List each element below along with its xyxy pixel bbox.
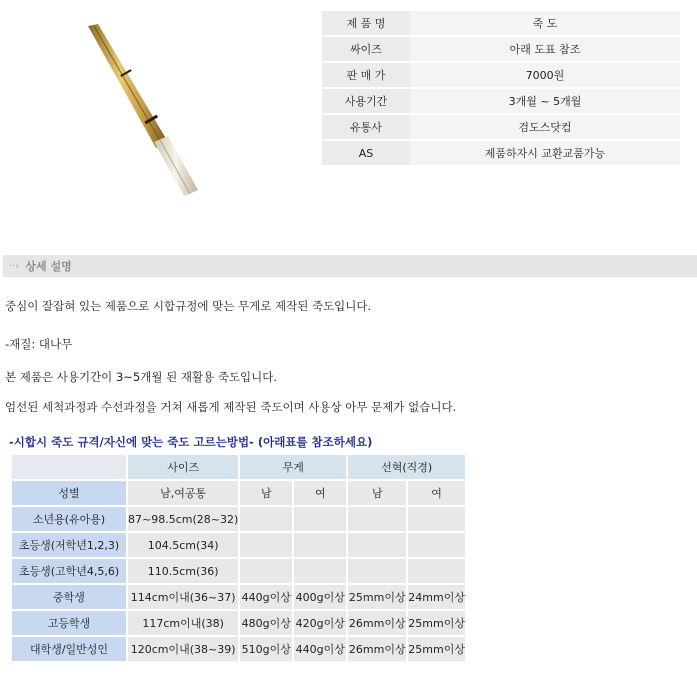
cell-weight-male xyxy=(240,507,292,531)
header-weight: 무게 xyxy=(240,455,346,479)
table-row xyxy=(12,559,465,583)
cell-size: 114cm이내(36~37) xyxy=(128,585,238,609)
table-row xyxy=(12,585,465,609)
cell-size: 120cm이내(38~39) xyxy=(128,637,238,661)
info-label: 사용기간 xyxy=(322,89,410,113)
size-guide-title: -시합시 죽도 규격/자신에 맞는 죽도 고르는방법- (아래표를 참조하세요) xyxy=(9,435,373,449)
info-row-as xyxy=(322,141,680,165)
cell-tip-male: 26mm이상 xyxy=(348,637,406,661)
info-row-period xyxy=(322,89,680,113)
table-row xyxy=(12,507,465,531)
subheader-size: 남,여공통 xyxy=(128,481,238,505)
cell-size: 110.5cm(36) xyxy=(128,559,238,583)
info-value: 7000원 xyxy=(410,63,680,87)
detail-paragraph: 본 제품은 사용기간이 3~5개월 된 재활용 죽도입니다. xyxy=(5,370,278,384)
cell-tip-female: 25mm이상 xyxy=(408,637,465,661)
cell-size: 104.5cm(34) xyxy=(128,533,238,557)
cell-weight-male: 440g이상 xyxy=(240,585,292,609)
info-label: 유통사 xyxy=(322,115,410,139)
table-header-row xyxy=(12,455,465,479)
cell-size: 87~98.5cm(28~32) xyxy=(128,507,238,531)
product-info-table xyxy=(322,9,680,167)
info-label: AS xyxy=(322,141,410,165)
cell-tip-male xyxy=(348,559,406,583)
detail-paragraph: 엄선된 세척과정과 수선과정을 거쳐 새롭게 제작된 죽도이며 사용상 아무 문제가 없습니다. xyxy=(5,400,457,414)
table-subheader-row xyxy=(12,481,465,505)
cell-weight-male: 480g이상 xyxy=(240,611,292,635)
detail-paragraph: 중심이 잘잡혀 있는 제품으로 시합규정에 맞는 무게로 제작된 죽도입니다. xyxy=(5,299,372,313)
cell-tip-male: 26mm이상 xyxy=(348,611,406,635)
subheader-male: 남 xyxy=(348,481,406,505)
info-label: 제 품 명 xyxy=(322,11,410,35)
cell-size: 117cm이내(38) xyxy=(128,611,238,635)
header-empty xyxy=(12,455,126,479)
cell-tip-female xyxy=(408,533,465,557)
cell-tip-female: 25mm이상 xyxy=(408,611,465,635)
cell-weight-male xyxy=(240,559,292,583)
info-value: 아래 도표 참조 xyxy=(410,37,680,61)
cell-tip-female: 24mm이상 xyxy=(408,585,465,609)
material-text: -재질: 대나무 xyxy=(5,337,73,351)
bamboo-sword-image xyxy=(80,22,210,197)
detail-section-header xyxy=(3,255,697,277)
info-row-distributor xyxy=(322,115,680,139)
info-row-price xyxy=(322,63,680,87)
row-group: 초등생(저학년1,2,3) xyxy=(12,533,126,557)
section-title: 상세 설명 xyxy=(25,260,72,273)
cell-weight-female xyxy=(294,507,346,531)
cell-weight-female: 420g이상 xyxy=(294,611,346,635)
info-label: 싸이즈 xyxy=(322,37,410,61)
info-row-name xyxy=(322,11,680,35)
header-size: 사이즈 xyxy=(128,455,238,479)
row-group: 대학생/일반성인 xyxy=(12,637,126,661)
info-value: 제품하자시 교환교품가능 xyxy=(410,141,680,165)
cell-weight-male xyxy=(240,533,292,557)
double-arrow-icon: ··› xyxy=(9,260,20,272)
cell-tip-female xyxy=(408,507,465,531)
row-group: 고등학생 xyxy=(12,611,126,635)
info-value: 3개월 ~ 5개월 xyxy=(410,89,680,113)
size-guide-table xyxy=(10,453,467,663)
cell-tip-female xyxy=(408,559,465,583)
table-row xyxy=(12,611,465,635)
subheader-female: 여 xyxy=(408,481,465,505)
cell-weight-female: 400g이상 xyxy=(294,585,346,609)
subheader-male: 남 xyxy=(240,481,292,505)
cell-weight-male: 510g이상 xyxy=(240,637,292,661)
cell-tip-male xyxy=(348,533,406,557)
row-group: 중학생 xyxy=(12,585,126,609)
row-group: 소년용(유아용) xyxy=(12,507,126,531)
header-tip: 선혁(직경) xyxy=(348,455,465,479)
cell-weight-female: 440g이상 xyxy=(294,637,346,661)
subheader-group: 성별 xyxy=(12,481,126,505)
subheader-female: 여 xyxy=(294,481,346,505)
info-value: 죽 도 xyxy=(410,11,680,35)
table-row xyxy=(12,637,465,661)
cell-weight-female xyxy=(294,533,346,557)
row-group: 초등생(고학년4,5,6) xyxy=(12,559,126,583)
table-row xyxy=(12,533,465,557)
info-value: 검도스닷컴 xyxy=(410,115,680,139)
cell-tip-male: 25mm이상 xyxy=(348,585,406,609)
cell-weight-female xyxy=(294,559,346,583)
cell-tip-male xyxy=(348,507,406,531)
info-label: 판 매 가 xyxy=(322,63,410,87)
info-row-size xyxy=(322,37,680,61)
